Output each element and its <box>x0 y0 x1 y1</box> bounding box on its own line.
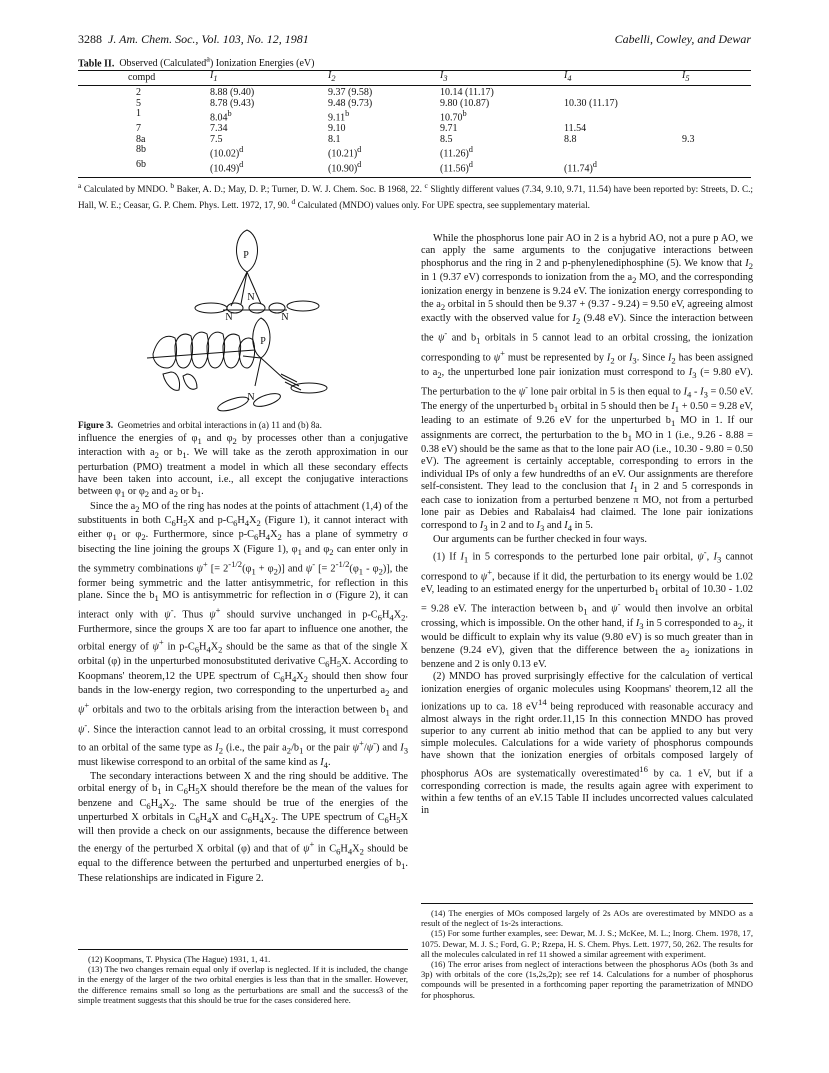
table-row <box>78 135 751 146</box>
running-head <box>78 32 751 48</box>
footnote: (14) The energies of MOs composed largely of 2s AOs are overestimated by MNDO as a result of the neglect of 1s-2s interactions. <box>421 908 753 929</box>
nitrogen-orbital-b-lower-right <box>252 391 282 409</box>
table-header-row <box>78 71 751 86</box>
table-column-header: $I_4$ <box>564 71 682 86</box>
ionization-energy-cell: 10.70$^b$ <box>440 109 467 124</box>
table-row <box>78 109 751 124</box>
ionization-energy-cell: 8.88 (9.40) <box>210 87 255 98</box>
paragraph: While the phosphorus lone pair AO in 2 is a hybrid AO, not a pure p AO, we can apply the same arguments to the conjugative interactions between phosphorus and the ring in 2 and p-phenylenediphosphine (5). We know that $I_2$ in 1 (9.37 eV) corresponds to ionization from the $a_2$ MO, and the corresponding ionization energy in benzene is 9.24 eV. The ionization energy corresponding to the $a_2$ orbital in 5 should then be 9.37 + (9.37 - 9.24) = 9.50 eV, agreeing almost exactly with the observed value for $I_2$ (9.48 eV). Since the interaction between the ψ- and $b_1$ orbitals in 5 cannot lead to an orbital crossing, the ionization corresponding to ψ+ must be represented by $I_2$ or $I_3$. Since $I_2$ has been assigned to $a_2$, the unperturbed lone pair ionization must correspond to $I_3$ (= 9.80 eV). The perturbation to the ψ- lone pair orbital in 5 is then equal to $I_4 - I_3 = 0.50$ eV. The energy of the unperturbed $b_1$ orbital in 5 should then be $I_1 + 0.50 = 9.28$ eV, leading to an estimate of 9.26 eV for the unperturbed $b_1$ MO in 1. If our assignments are correct, the perturbation to the $b_1$ MO in 1 (i.e., 9.26 - 8.88 = 0.38 eV) should be the same as that to the lone pair AO (i.e., 10.30 - 9.80 = 0.50 eV). The agreement is certainly acceptable, corresponding to errors in the individual IPs of only a few hundredths of an eV. Our assignments are therefore self-consistent. They lead to the conclusion that $I_1$ in 2 and 5 corresponds in each case to ionization from a perturbed benzene π MO, not from a perturbed lone pair as Debies and Rabalais4 had claimed. The lone pair ionizations correspond to $I_3$ in 2 and to $I_3$ and $I_4$ in 5. <box>421 233 754 533</box>
ionization-energy-cell: 8.04$^b$ <box>210 109 232 124</box>
paragraph: (2) MNDO has proved surprisingly effective for the calculation of vertical ionization energies of organic molecules using Koopmans' theorem,12 all the ionizations up to ca. 18 $eV^{14}$ being reproduced with reasonable accuracy and almost always in the right order.11,15 In this connection MNDO has proved superior to any current ab initio method that can be applied to any but very simple molecules. Calculations for a wide variety of phosphorus compounds have shown that the ionization energies of orbitals composed largely of phosphorus AOs are systematically overestimated$^{16}$ by ca. 1 eV, but if a corresponding correction is made, the results again agree with experiment to within a few tenths of an eV.15 Table II includes uncorrected values calculated in <box>421 671 753 817</box>
nitrogen-orbital-left-outer <box>195 303 227 313</box>
paragraph: (1) If $I_1$ in 5 corresponds to the perturbed lone pair orbital, ψ-, $I_3$ cannot correspond to ψ+, because if it did, the perturbation to its energy would be 1.02 eV, leading to an estimated energy for the unperturbed $b_1$ orbital of 10.30 - 1.02 = 9.28 eV. The interaction between $b_1$ and ψ- would then involve an orbital crossing, which is impossible. On the other hand, if $I_3$ in 5 corresponded to $a_2$, it would be difficult to explain why its value (9.80 eV) is so much greater than in benzene (9.24 eV), given that the difference between the $a_2$ ionizations in benzene and 2 is only 0.13 eV. <box>421 547 753 670</box>
table-label: Table II. <box>78 58 115 70</box>
table-row <box>78 160 751 177</box>
compound-id-cell: 8b <box>136 144 146 156</box>
phosphorus-bonds <box>231 272 261 306</box>
ionization-energy-cell <box>564 109 682 124</box>
atom-label-p-a: P <box>243 250 249 261</box>
page-number: 3288 <box>78 32 102 46</box>
atom-label-n-a-top: N <box>247 292 255 303</box>
ionization-energy-cell: 8.5 <box>440 133 453 145</box>
figure-caption-text: Geometries and orbital interactions in (a) 11 and (b) 8a. <box>117 420 322 430</box>
ionization-energy-cell: $(11.26)^d$ <box>440 145 473 160</box>
ring-p-orbital-1 <box>153 336 177 368</box>
ionization-energy-cell: $(10.02)^d$ <box>210 145 244 160</box>
diagram-a <box>195 230 319 313</box>
ionization-energy-cell: 9.3 <box>682 133 695 145</box>
compound-id-cell: 7 <box>136 123 141 135</box>
running-head-left <box>78 32 309 47</box>
footnote: (12) Koopmans, T. Physica (The Hague) 1931, 1, 41. <box>88 954 271 964</box>
ionization-energy-cell: 9.48 (9.73) <box>328 97 373 109</box>
ionization-energy-cell: 9.80 (10.87) <box>440 97 490 109</box>
atom-label-n-a-left: N <box>225 312 233 323</box>
ionization-energy-cell: 10.14 (11.17) <box>440 87 494 98</box>
ionization-energy-cell: $(10.21)^d$ <box>328 145 362 160</box>
ring-p-orbital-4 <box>207 332 225 368</box>
table-row <box>78 99 751 110</box>
table-footnote: $^a$ Calculated by MNDO. $^b$ Baker, A. D.; May, D. P.; Turner, D. W. J. Chem. Soc. B 1968, 22. $^c$ Slightly different values (7.34, 9.10, 9.71, 11.54) have been reported by: Streets, D. C.; Hall, W. E.; Ceasar, G. P. Chem. Phys. Lett. 1972, 17, 90. $^d$ Calculated (MNDO) values only. For UPE spectra, see supplementary material. <box>78 181 753 210</box>
ionization-energy-cell: $(10.90)^d$ <box>328 160 440 177</box>
body-column-right <box>421 233 753 817</box>
table-column-header: $I_2$ <box>328 71 440 86</box>
ring-p-orbital-6 <box>239 338 255 368</box>
ionization-energy-cell <box>682 145 751 160</box>
nitrogen-orbital-right-outer <box>287 301 319 311</box>
figure-3-drawing <box>83 228 403 413</box>
ionization-energy-cell <box>682 160 751 177</box>
figure-label: Figure 3. <box>78 420 114 430</box>
atom-label-n-a-right: N <box>281 312 289 323</box>
table-column-header: compd <box>78 71 210 86</box>
compound-id-cell: 8a <box>136 133 146 145</box>
ionization-energy-cell: 9.10 <box>328 123 346 135</box>
atom-label-p-b: P <box>260 336 266 347</box>
ionization-energy-table <box>78 70 751 178</box>
table-column-header: $I_3$ <box>440 71 564 86</box>
ionization-energy-cell: 9.11$^b$ <box>328 109 350 124</box>
ionization-energy-cell: 7.5 <box>210 133 223 145</box>
ionization-energy-cell <box>682 99 751 110</box>
ring-p-orbital-2 <box>175 334 193 368</box>
table-title: Observed (Calculated$^a$) Ionization Energies (eV) <box>119 55 315 70</box>
ionization-energy-cell: 10.30 (11.17) <box>564 97 618 109</box>
ionization-energy-cell <box>682 86 751 99</box>
paragraph: Our arguments can be further checked in four ways. <box>433 534 647 546</box>
ionization-energy-cell: 11.54 <box>564 123 587 135</box>
ionization-energy-cell: 8.1 <box>328 133 341 145</box>
table-row <box>78 86 751 99</box>
ring-p-orbital-3 <box>191 332 209 368</box>
compound-id-cell: 5 <box>136 97 141 109</box>
ionization-energy-cell: $(10.49)^d$ <box>210 160 328 177</box>
diagram-b <box>147 318 327 413</box>
ionization-energy-cell: 7.34 <box>210 123 228 135</box>
journal-volume: Vol. 103, No. 12, 1981 <box>201 32 309 46</box>
ionization-energy-cell <box>564 86 682 99</box>
ionization-energy-cell <box>564 145 682 160</box>
atom-label-n-b: N <box>247 392 255 403</box>
paragraph: Since the $a_2$ MO of the ring has nodes at the points of attachment (1,4) of the substituents in both $C_6H_5X$ and $p-C_6H_4X_2$ (Figure 1), it cannot interact with either $\varphi_1$ or $\varphi_2$. Furthermore, since $p-C_6H_4X_2$ has a plane of symmetry σ bisecting the line joining the groups X (Figure 1), $\varphi_1$ and $\varphi_2$ can enter only in the symmetry combinations ψ+ [= $2^{-1/2}(\varphi_1 + \varphi_2)$] and ψ- [= $2^{-1/2}(\varphi_1 - \varphi_2)$], the former being symmetric and the latter antisymmetric, for reflection in this plane. Since the $b_1$ MO is antisymmetric for reflection in σ (Figure 2), it can interact only with ψ-. Thus ψ+ should survive unchanged in $p-C_6H_4X_2$. Furthermore, since the groups X are too far apart to influence one another, the orbital energy of ψ+ in $p-C_6H_4X_2$ should be the same as that of the single X orbital (φ) in the unperturbed monosubstituted derivative $C_6H_5X$. According to Koopmans' theorem,12 the UPE spectrum of $C_6H_4X_2$ should then show four bands in the low-energy region, two corresponding to the unperturbed $a_2$ and ψ+ orbitals and two to the orbitals arising from the interaction between $b_1$ and ψ-. Since the interaction cannot lead to an orbital crossing, it must correspond to an orbital of the same type as $I_2$ (i.e., the pair $a_2/b_1$ or the pair ψ+/ψ-) and $I_3$ must likewise correspond to an orbital of the same kind as $I_4$. <box>78 500 409 770</box>
ionization-energy-cell: $(11.74)^d$ <box>564 160 682 177</box>
ionization-energy-cell: $(11.56)^d$ <box>440 160 564 177</box>
phosphorus-bonds-b <box>243 356 283 386</box>
body-column-left <box>78 433 408 885</box>
footnotes-left <box>78 949 408 1005</box>
table-caption <box>78 55 314 69</box>
table-column-header: $I_5$ <box>682 71 751 86</box>
table-row <box>78 124 751 135</box>
compound-id-cell: 1 <box>136 108 141 120</box>
ionization-energy-cell <box>682 109 751 124</box>
ring-orbital-center <box>249 303 265 313</box>
journal-name: J. Am. Chem. Soc., <box>108 32 199 46</box>
paragraph: The secondary interactions between X and the ring should be additive. The orbital energy of $b_1$ in $C_6H_5X$ should therefore be the mean of the values for benzene and $C_6H_4X_2$. The same should be true of the energies of the unperturbed X orbitals in $C_6H_4X$ and $C_6H_4X_2$. The UPE spectrum of $C_6H_5X$ will then provide a check on our assignments, because the difference between the energy of the perturbed X orbital (φ) and that of ψ+ in $C_6H_4X_2$ should be equal to the difference between the perturbed and unperturbed energies of $b_1$. These relationships are indicated in Figure 2. <box>78 770 409 884</box>
footnote: (16) The error arises from neglect of interactions between the phosphorus AOs (both 3s and 3p) with orbitals of the core (1s,2s,2p); see ref 14. Calculations for a number of phosphorus compounds will be presented in a forthcoming paper reporting the parametrization of MNDO for phosphorus. <box>421 959 753 1000</box>
table-row <box>78 145 751 160</box>
footnote: (15) For some further examples, see: Dewar, M. J. S.; McKee, M. L.; Inorg. Chem. 1978, 17, 1075. Dewar, M. J. S.; Ford, G. P.; Rzepa, H. S. Chem. Phys. Lett. 1977, 50, 262. The results for all the molecules calculated in ref 11 showed a similar agreement with experiment. <box>421 928 753 959</box>
ionization-energy-cell: 9.37 (9.58) <box>328 87 373 98</box>
compound-id-cell: 6b <box>78 160 210 177</box>
figure-caption <box>78 420 408 431</box>
running-head-authors: Cabelli, Cowley, and Dewar <box>614 32 751 46</box>
ionization-energy-cell: 8.8 <box>564 133 577 145</box>
ring-lower-lobe-2 <box>183 374 197 389</box>
nitrogen-orbital-b-lower-left <box>216 394 250 413</box>
ionization-energy-cell: 8.78 (9.43) <box>210 97 255 109</box>
footnotes-right <box>421 903 753 1000</box>
ring-lower-lobe-1 <box>163 372 180 390</box>
table-column-header: $I_1$ <box>210 71 328 86</box>
footnote: (13) The two changes remain equal only if overlap is neglected. If it is included, the change in the energy of the larger of the two orbital energies is less than that in the smaller. However, the difference remains small so long as the perturbations are small and the success3 of the simple treatment suggests that this should be true for the cases considered here. <box>78 964 408 1005</box>
compound-id-cell: 2 <box>136 87 141 98</box>
table-body <box>78 86 751 178</box>
paragraph: influence the energies of $\varphi_1$ and $\varphi_2$ by processes other than a conjugative interaction with $a_2$ or $b_1$. We will take as the zeroth approximation in our perturbation (PMO) treatment a model in which all these secondary effects have been taken into account, i.e., all except the conjugative interactions between $\varphi_1$ or $\varphi_2$ and $a_2$ or $b_1$. <box>78 433 408 500</box>
orbital-diagram <box>83 228 403 413</box>
ionization-energy-cell: 9.71 <box>440 123 458 135</box>
